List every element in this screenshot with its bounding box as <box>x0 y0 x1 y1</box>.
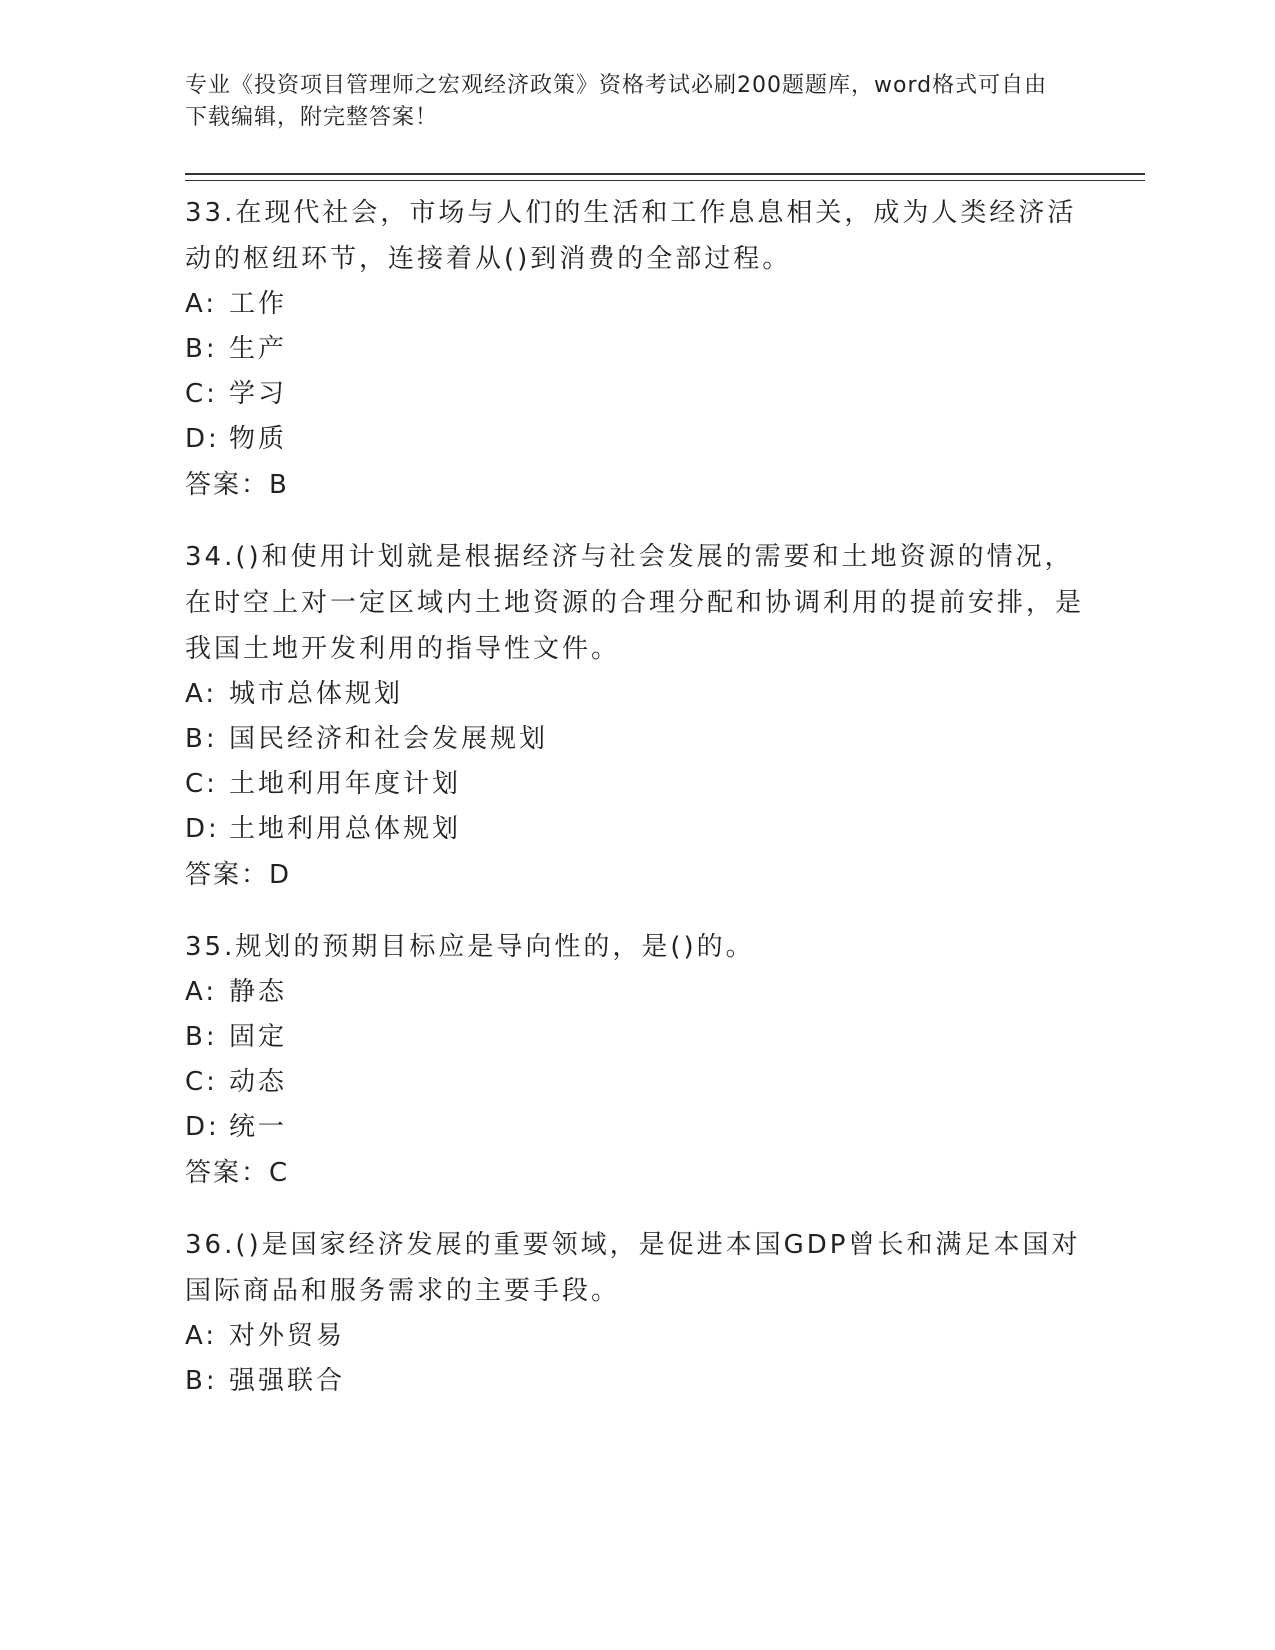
question-stem: 34.()和使用计划就是根据经济与社会发展的需要和土地资源的情况，在时空上对一定区域内土地资源的合理分配和协调利用的提前安排，是我国土地开发利用的指导性文件。 <box>185 542 1085 664</box>
option-d <box>185 1105 1085 1150</box>
option-text: 城市总体规划 <box>229 679 404 709</box>
option-text: 动态 <box>229 1067 288 1097</box>
question-stem: 36.()是国家经济发展的重要领域，是促进本国GDP曾长和满足本国对国际商品和服务需求的主要手段。 <box>185 1230 1081 1306</box>
option-text: 对外贸易 <box>229 1321 346 1351</box>
option-a <box>185 970 1085 1015</box>
option-text: 国民经济和社会发展规划 <box>229 724 549 754</box>
option-letter: D: <box>185 424 220 454</box>
option-text: 物质 <box>229 424 288 454</box>
option-letter: C: <box>185 1067 218 1097</box>
option-b <box>185 1015 1085 1060</box>
option-c <box>185 372 1085 417</box>
option-text: 土地利用年度计划 <box>229 769 462 799</box>
option-letter: C: <box>185 769 218 799</box>
option-letter: A: <box>185 679 218 709</box>
answer-line: 答案：B <box>185 470 289 500</box>
document-header: 专业《投资项目管理师之宏观经济政策》资格考试必刷200题题库，word格式可自由下载编辑，附完整答案！ <box>185 73 1048 130</box>
option-letter: B: <box>185 1366 218 1396</box>
question-stem: 33.在现代社会，市场与人们的生活和工作息息相关，成为人类经济活动的枢纽环节，连接着从()到消费的全部过程。 <box>185 198 1077 274</box>
option-text: 学习 <box>229 379 288 409</box>
option-text: 土地利用总体规划 <box>229 814 462 844</box>
option-a <box>185 1314 1085 1359</box>
option-text: 固定 <box>229 1022 288 1052</box>
option-letter: B: <box>185 334 218 364</box>
question-stem: 35.规划的预期目标应是导向性的，是()的。 <box>185 932 755 962</box>
option-letter: D: <box>185 814 220 844</box>
question-35 <box>185 924 1085 1196</box>
option-d <box>185 417 1085 462</box>
answer-line: 答案：C <box>185 1158 290 1188</box>
option-b <box>185 327 1085 372</box>
option-letter: A: <box>185 977 218 1007</box>
option-text: 统一 <box>229 1112 288 1142</box>
question-36 <box>185 1222 1085 1404</box>
option-b <box>185 1359 1085 1404</box>
question-list <box>185 190 1085 1430</box>
question-34 <box>185 534 1085 898</box>
answer-line: 答案：D <box>185 860 292 890</box>
option-letter: A: <box>185 289 218 319</box>
option-letter: B: <box>185 724 218 754</box>
option-text: 生产 <box>229 334 288 364</box>
option-a <box>185 672 1085 717</box>
header-divider-thin <box>185 180 1145 181</box>
option-c <box>185 1060 1085 1105</box>
option-letter: D: <box>185 1112 220 1142</box>
option-b <box>185 717 1085 762</box>
option-letter: A: <box>185 1321 218 1351</box>
header-divider-thick <box>185 173 1145 175</box>
option-text: 静态 <box>229 977 288 1007</box>
option-letter: C: <box>185 379 218 409</box>
option-d <box>185 807 1085 852</box>
option-text: 强强联合 <box>229 1366 346 1396</box>
option-letter: B: <box>185 1022 218 1052</box>
option-a <box>185 282 1085 327</box>
option-c <box>185 762 1085 807</box>
question-33 <box>185 190 1085 508</box>
option-text: 工作 <box>229 289 288 319</box>
